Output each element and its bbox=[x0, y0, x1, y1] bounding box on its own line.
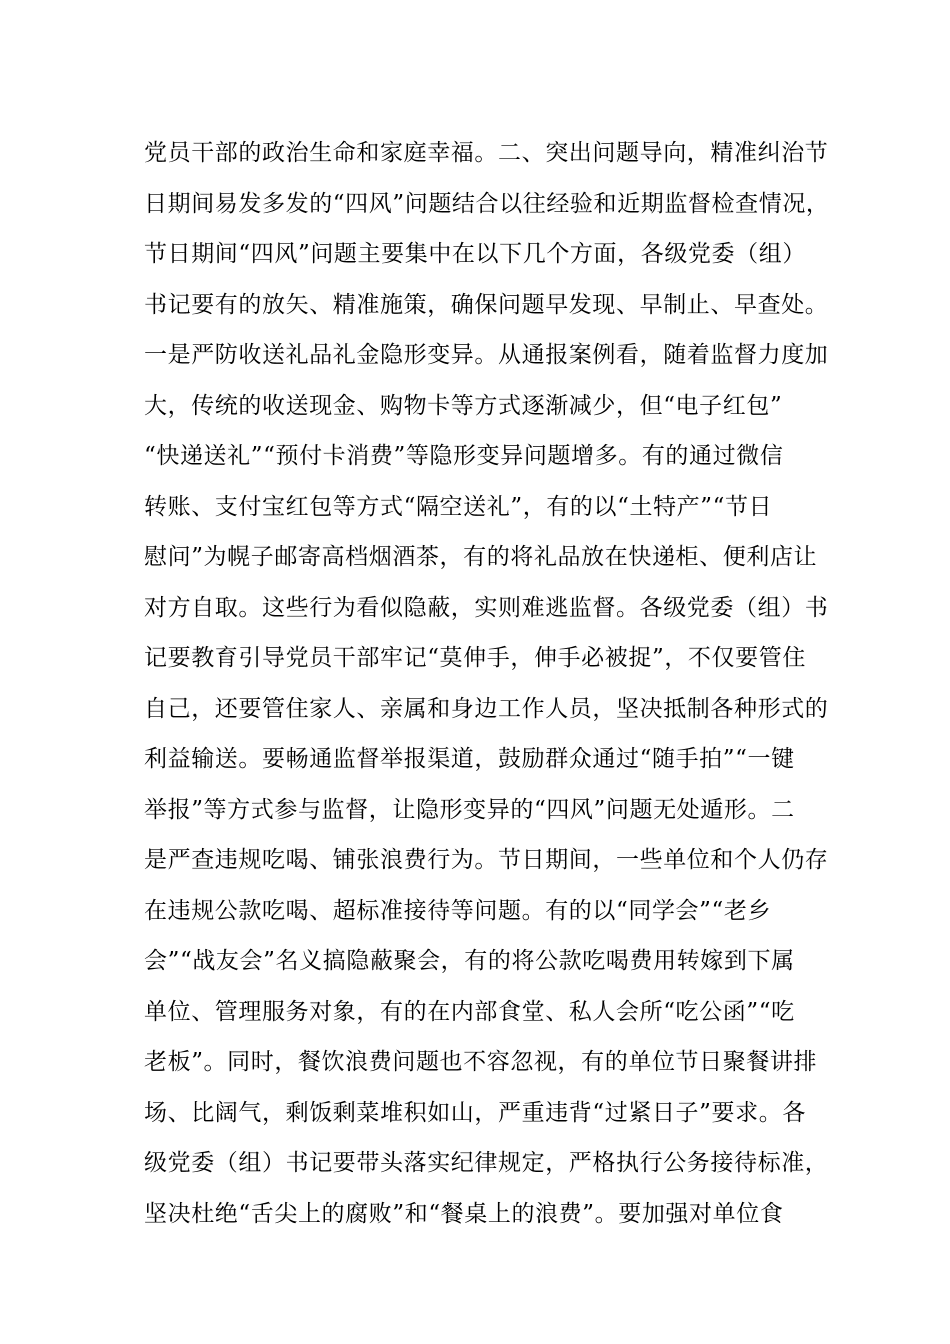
text-line: 转账、支付宝红包等方式“隔空送礼”，有的以“土特产”“节日 bbox=[144, 493, 773, 520]
text-line: 节日期间“四风”问题主要集中在以下几个方面，各级党委（组） bbox=[144, 241, 806, 267]
text-line: 自己，还要管住家人、亲属和身边工作人员，坚决抵制各种形式的 bbox=[144, 695, 829, 722]
text-line: 是严查违规吃喝、铺张浪费行为。节日期间，一些单位和个人仍存 bbox=[144, 847, 829, 873]
text-line: 慰问”为幌子邮寄高档烟酒茶，有的将礼品放在快递柜、便利店让 bbox=[144, 544, 818, 570]
text-line: 党员干部的政治生命和家庭幸福。二、突出问题导向，精准纠治节 bbox=[144, 140, 829, 166]
text-line: 在违规公款吃喝、超标准接待等问题。有的以“同学会”“老乡 bbox=[144, 897, 772, 924]
text-line: 日期间易发多发的“四风”问题结合以往经验和近期监督检查情况， bbox=[144, 190, 830, 217]
text-line: 举报”等方式参与监督，让隐形变异的“四风”问题无处遁形。二 bbox=[144, 796, 795, 823]
text-line: 单位、管理服务对象，有的在内部食堂、私人会所“吃公函”“吃 bbox=[144, 998, 795, 1025]
text-line: “快递送礼”“预付卡消费”等隐形变异问题增多。有的通过微信 bbox=[144, 443, 784, 469]
text-line: 大，传统的收送现金、购物卡等方式逐渐减少，但“电子红包” bbox=[144, 392, 783, 419]
text-line: 书记要有的放矢、精准施策，确保问题早发现、早制止、早查处。 bbox=[144, 291, 829, 318]
text-line: 坚决杜绝“舌尖上的腐败”和“餐桌上的浪费”。要加强对单位食 bbox=[144, 1200, 784, 1227]
text-line: 会”“战友会”名义搞隐蔽聚会，有的将公款吃喝费用转嫁到下属 bbox=[144, 948, 795, 974]
text-line: 对方自取。这些行为看似隐蔽，实则难逃监督。各级党委（组）书 bbox=[144, 594, 829, 621]
body-text bbox=[144, 134, 830, 1245]
text-line: 场、比阔气，剩饭剩菜堆积如山，严重违背“过紧日子”要求。各 bbox=[144, 1099, 806, 1126]
text-line: 级党委（组）书记要带头落实纪律规定，严格执行公务接待标准， bbox=[144, 1150, 829, 1176]
text-line: 利益输送。要畅通监督举报渠道，鼓励群众通过“随手拍”“一键 bbox=[144, 746, 795, 772]
text-line: 老板”。同时，餐饮浪费问题也不容忽视，有的单位节日聚餐讲排 bbox=[144, 1049, 818, 1075]
text-line: 一是严防收送礼品礼金隐形变异。从通报案例看，随着监督力度加 bbox=[144, 342, 829, 368]
text-line: 记要教育引导党员干部牢记“莫伸手，伸手必被捉”，不仅要管住 bbox=[144, 645, 806, 671]
